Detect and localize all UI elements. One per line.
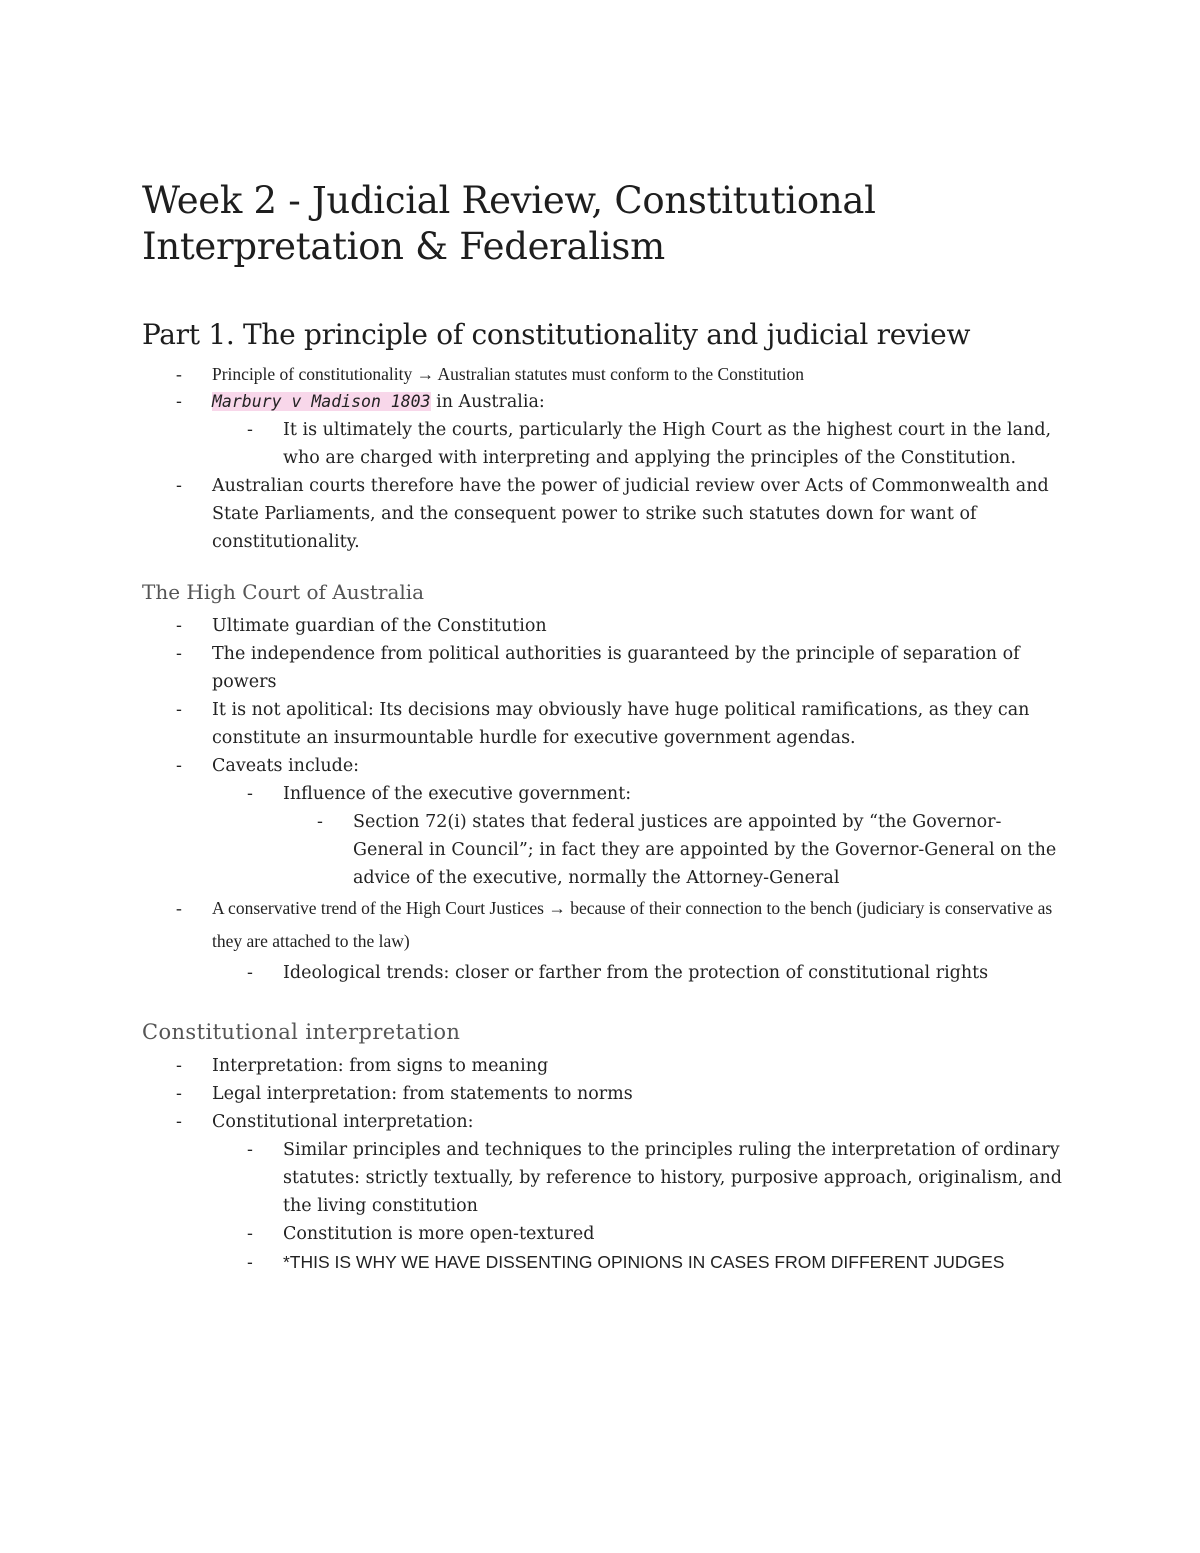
bullet-dash: - [176, 700, 182, 720]
bullet-dash: - [176, 476, 182, 496]
bullet-dash: - [247, 1224, 253, 1244]
list-item-text: A conservative trend of the High Court Justices → because of their connection to the bench (judiciary is conservative as they are attached to the law) [212, 898, 1053, 951]
list-item [142, 808, 1062, 892]
list-item-text: Section 72(i) states that federal justices are appointed by “the Governor-General in Council”; in fact they are appointed by the Governor-General on the advice of the executive, normally the Attorney-General [353, 812, 1057, 888]
sub-list [142, 1136, 1062, 1276]
bullet-dash: - [247, 784, 253, 804]
page-title: Week 2 - Judicial Review, Constitutional Interpretation & Federalism [142, 179, 876, 268]
list-item-text: The independence from political authorities is guaranteed by the principle of separation of powers [212, 644, 1020, 692]
bullet-dash: - [176, 898, 182, 918]
list-item-text: Ideological trends: closer or farther from the protection of constitutional rights [283, 963, 989, 983]
list-item [142, 1248, 1062, 1276]
list-item-text: Ultimate guardian of the Constitution [212, 616, 547, 636]
list-item [142, 1108, 1062, 1276]
part1-heading: Part 1. The principle of constitutionality and judicial review [142, 318, 971, 351]
list-item [142, 612, 1062, 640]
bullet-dash: - [176, 756, 182, 776]
bullet-dash: - [247, 963, 253, 983]
interpretation-list [142, 1052, 1062, 1276]
interpretation-heading: Constitutional interpretation [142, 1020, 461, 1044]
list-item [142, 696, 1062, 752]
bullet-dash: - [247, 1252, 253, 1272]
case-citation: Marbury v Madison 1803 [212, 392, 431, 411]
list-item-text: Constitutional interpretation: [212, 1112, 474, 1132]
document-content [142, 178, 1062, 1276]
list-item-text: Constitution is more open-textured [283, 1224, 595, 1244]
list-item-text: It is not apolitical: Its decisions may obviously have huge political ramifications, as they can constitute an insurmountable hurdle for executive government agendas. [212, 700, 1030, 748]
bullet-dash: - [176, 616, 182, 636]
list-item-text: Legal interpretation: from statements to norms [212, 1084, 633, 1104]
list-item [142, 752, 1062, 892]
list-item-text: in Australia: [430, 392, 545, 412]
list-item-text: Similar principles and techniques to the principles ruling the interpretation of ordinary statutes: strictly textually, by reference to history, purposive approach, originalism, and the living constitution [283, 1140, 1062, 1216]
bullet-dash: - [176, 1084, 182, 1104]
list-item [142, 1220, 1062, 1248]
sub-list [142, 416, 1062, 472]
list-item-text: Caveats include: [212, 756, 360, 776]
list-item-text: Australian courts therefore have the power of judicial review over Acts of Commonwealth and State Parliaments, and the consequent power to strike such statutes down for want of constitutionality. [212, 476, 1049, 552]
bullet-dash: - [176, 1056, 182, 1076]
list-item [142, 472, 1062, 556]
list-item-text: Principle of constitutionality → Australian statutes must conform to the Constitution [212, 364, 805, 384]
high-court-list [142, 612, 1062, 988]
bullet-dash: - [176, 392, 182, 412]
part1-list [142, 360, 1062, 556]
sub-sub-list [142, 808, 1062, 892]
bullet-dash: - [176, 364, 182, 384]
list-item-text: It is ultimately the courts, particularly the High Court as the highest court in the land, who are charged with interpreting and applying the principles of the Constitution. [283, 420, 1052, 468]
list-item [142, 1080, 1062, 1108]
list-item-text: Influence of the executive government: [283, 784, 632, 804]
list-item [142, 780, 1062, 892]
bullet-dash: - [176, 1112, 182, 1132]
list-item [142, 640, 1062, 696]
list-item [142, 1136, 1062, 1220]
sub-list [142, 958, 1062, 988]
list-item-text: Interpretation: from signs to meaning [212, 1056, 549, 1076]
list-item [142, 416, 1062, 472]
list-item-text: *THIS IS WHY WE HAVE DISSENTING OPINIONS IN CASES FROM DIFFERENT JUDGES [283, 1252, 1005, 1272]
list-item [142, 958, 1062, 988]
bullet-dash: - [247, 420, 253, 440]
bullet-dash: - [317, 812, 323, 832]
list-item [142, 892, 1062, 988]
list-item [142, 360, 1062, 388]
list-item [142, 1052, 1062, 1080]
bullet-dash: - [176, 644, 182, 664]
high-court-heading: The High Court of Australia [142, 580, 425, 604]
bullet-dash: - [247, 1140, 253, 1160]
list-item [142, 388, 1062, 472]
sub-list [142, 780, 1062, 892]
